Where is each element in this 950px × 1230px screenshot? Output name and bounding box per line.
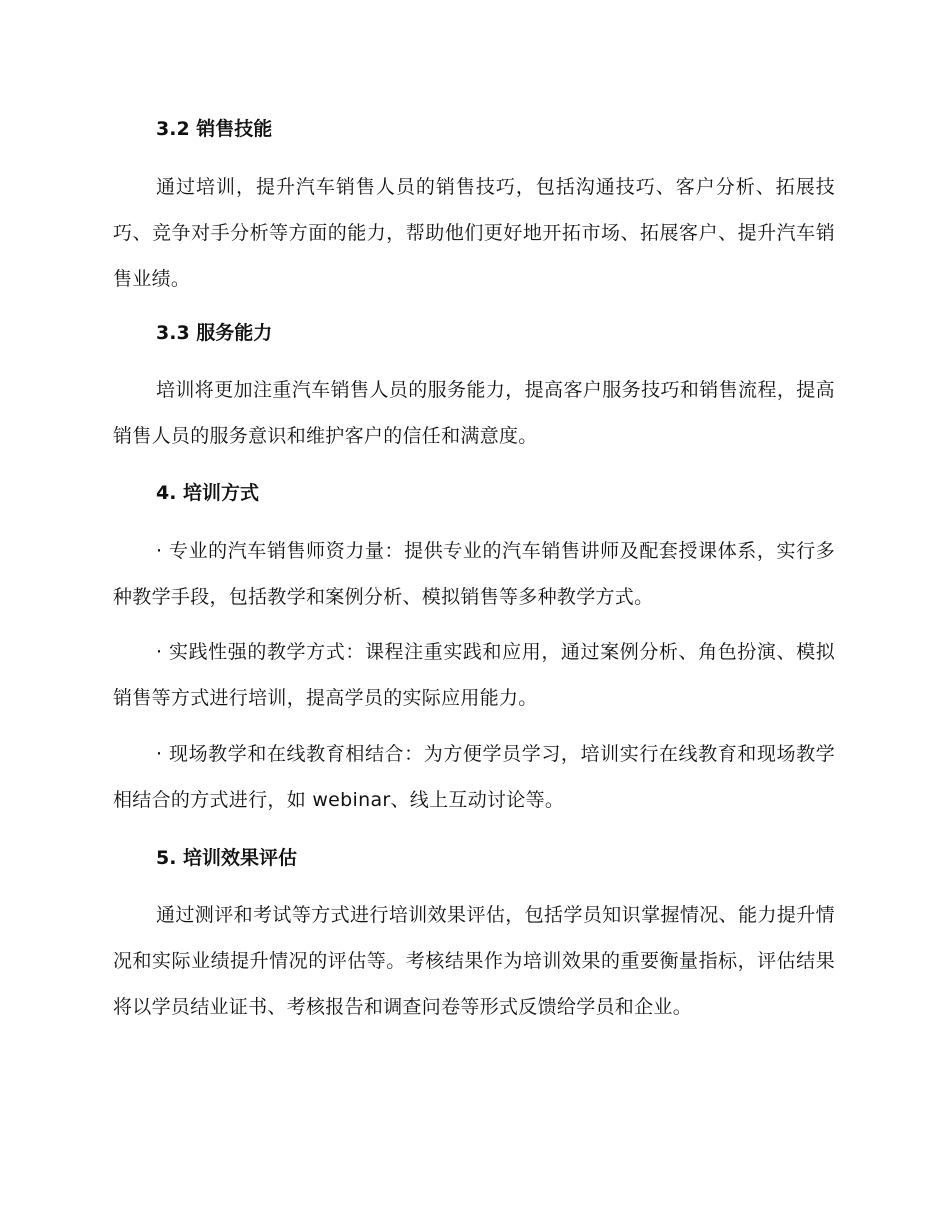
- section-heading: 4. 培训方式: [156, 482, 260, 504]
- section-heading: 3.3 服务能力: [156, 322, 273, 344]
- bullet-paragraph: · 专业的汽车销售师资力量：提供专业的汽车销售讲师及配套授课体系，实行多种教学手段，包括教学和案例分析、模拟销售等多种教学方式。: [113, 540, 835, 608]
- bullet-paragraph: · 现场教学和在线教育相结合：为方便学员学习，培训实行在线教育和现场教学相结合的方式进行，如 webinar、线上互动讨论等。: [113, 743, 835, 811]
- body-paragraph: 培训将更加注重汽车销售人员的服务能力，提高客户服务技巧和销售流程，提高销售人员的服务意识和维护客户的信任和满意度。: [113, 379, 835, 447]
- body-paragraph: 通过测评和考试等方式进行培训效果评估，包括学员知识掌握情况、能力提升情况和实际业绩提升情况的评估等。考核结果作为培训效果的重要衡量指标，评估结果将以学员结业证书、考核报告和调查问卷等形式反馈给学员和企业。: [113, 904, 835, 1018]
- section-heading: 5. 培训效果评估: [156, 847, 298, 869]
- section-heading: 3.2 销售技能: [156, 118, 273, 140]
- body-paragraph: 通过培训，提升汽车销售人员的销售技巧，包括沟通技巧、客户分析、拓展技巧、竞争对手分析等方面的能力，帮助他们更好地开拓市场、拓展客户、提升汽车销售业绩。: [113, 176, 835, 290]
- bullet-paragraph: · 实践性强的教学方式：课程注重实践和应用，通过案例分析、角色扮演、模拟销售等方式进行培训，提高学员的实际应用能力。: [113, 641, 835, 709]
